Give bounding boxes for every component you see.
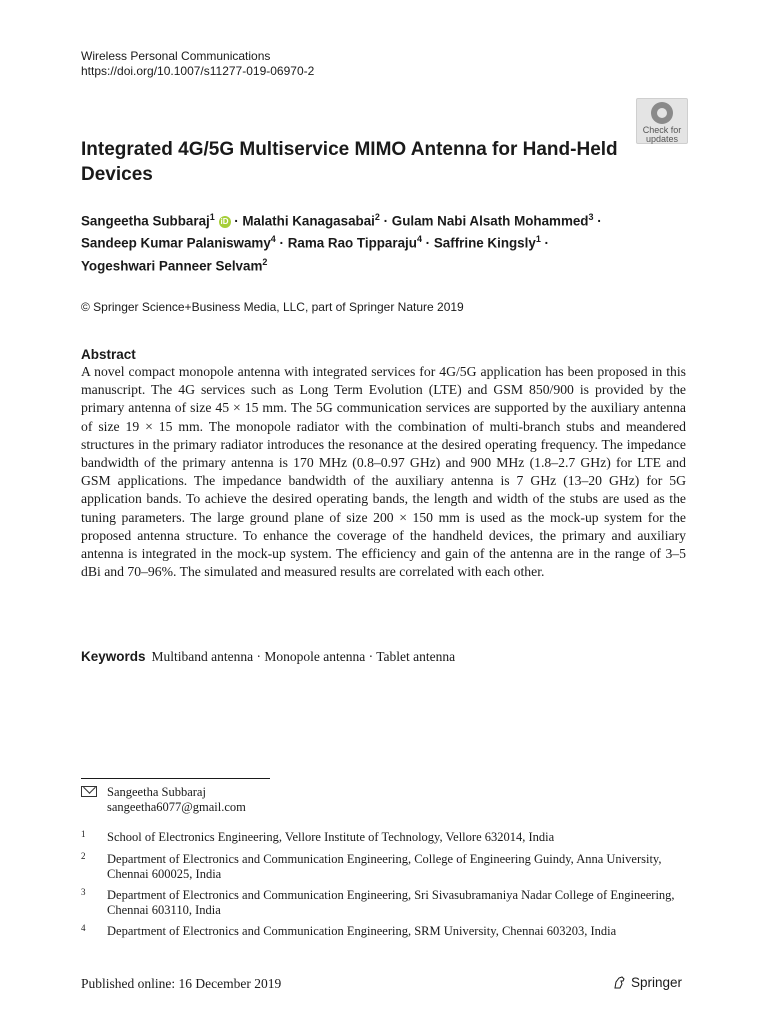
affiliation: [81, 830, 681, 845]
journal-header: [81, 49, 314, 79]
affiliation-number: 2: [81, 851, 86, 861]
footnote-rule: [81, 778, 270, 779]
keywords-heading: Keywords: [81, 649, 146, 664]
affiliation-number: 3: [81, 887, 86, 897]
author-affil: 1: [535, 234, 541, 245]
publisher-logo: [613, 975, 682, 990]
author-affil: 3: [588, 212, 594, 222]
corresponding-author: Sangeetha Subbaraj: [107, 785, 206, 799]
orcid-icon[interactable]: iD: [220, 217, 229, 227]
author-name[interactable]: Saffrine Kingsly: [433, 235, 536, 251]
crossmark-icon: [651, 102, 673, 124]
badge-line2: updates: [645, 134, 679, 144]
publisher-name: Springer: [631, 975, 683, 990]
affiliation-number: 4: [81, 923, 86, 933]
paper-title: Integrated 4G/5G Multiservice MIMO Antenna for Hand-Held Devices: [81, 139, 618, 185]
corresponding-email[interactable]: sangeetha6077@gmail.com: [107, 800, 246, 814]
copyright-notice: © Springer Science+Business Media, LLC, part of Springer Nature 2019: [81, 300, 464, 314]
abstract-text: A novel compact monopole antenna with integrated services for 4G/5G application has been proposed in this manuscript. The 4G services such as Long Term Evolution (LTE) and GSM 850/900 is provided by the primary antenna of size 45 × 15 mm. The 5G communication services are supported by the auxiliary antenna of size 19 × 15 mm. The monopole radiator with the combination of multi-branch stubs and meandered structures in the primary radiator introduces the resonance at the desired operating frequency. The impedance bandwidth of the primary antenna is 170 MHz (0.8–0.97 GHz) and 900 MHz (1.8–2.7 GHz) for LTE and GSM applications. The impedance bandwidth of the auxiliary antenna is 7 GHz (13–20 GHz) for 5G application bands. To achieve the desired operating bands, the length and width of the stubs are used as the tuning parameters. The large ground plane of size 200 × 150 mm is used as the mock-up system for the proposed antenna structure. To enhance the coverage of the handheld devices, the primary and auxiliary antenna is integrated in the mock-up system. The efficiency and gain of the antenna are in the range of 3–5 dBi and 70–96%. The simulated and measured results are correlated with each other.: [81, 364, 686, 580]
author-name[interactable]: Sandeep Kumar Palaniswamy: [81, 235, 271, 251]
published-date: Published online: 16 December 2019: [81, 976, 282, 991]
springer-horse-icon: [613, 976, 626, 989]
author-affil: 2: [374, 212, 380, 222]
correspondence-block: [81, 785, 246, 815]
affiliation: [81, 852, 681, 882]
badge-line1: Check for: [642, 125, 682, 135]
author-name[interactable]: Sangeetha Subbaraj: [81, 213, 210, 229]
affiliation-text: Department of Electronics and Communication Engineering, College of Engineering Guindy, Anna University, Chennai 600025, India: [107, 852, 662, 881]
check-for-updates-badge[interactable]: [636, 98, 688, 144]
author-name[interactable]: Malathi Kanagasabai: [242, 213, 375, 229]
author-list: Sangeetha Subbaraj$^1$ iD · Malathi Kanagasabai$^2$ · Gulam Nabi Alsath Mohammed$^3$ · Sandeep Kumar Palaniswamy$^4$ · Rama Rao Tipparaju$^4$ · Saffrine Kingsly$^1$ · Yogeshwari Panneer Selvam$^2$: [81, 212, 602, 274]
affiliation-text: Department of Electronics and Communication Engineering, Sri Sivasubramaniya Nadar College of Engineering, Chennai 603110, India: [107, 888, 675, 917]
author-affil: 2: [262, 256, 268, 267]
author-affil: 4: [270, 234, 276, 245]
author-name[interactable]: Gulam Nabi Alsath Mohammed: [391, 213, 589, 229]
doi-link[interactable]: https://doi.org/10.1007/s11277-019-06970-2: [81, 64, 315, 78]
affiliation-text: School of Electronics Engineering, Vellore Institute of Technology, Vellore 632014, India: [107, 830, 555, 844]
author-name[interactable]: Yogeshwari Panneer Selvam: [81, 258, 263, 274]
author-name[interactable]: Rama Rao Tipparaju: [287, 235, 417, 251]
affiliation: [81, 888, 681, 918]
author-affil: 4: [416, 234, 422, 245]
affiliation-number: 1: [81, 829, 86, 839]
abstract-heading: Abstract: [81, 347, 136, 362]
affiliation-text: Department of Electronics and Communication Engineering, SRM University, Chennai 603203, India: [107, 924, 617, 938]
author-affil: 1: [209, 212, 215, 222]
affiliation: [81, 924, 681, 939]
journal-name: Wireless Personal Communications: [81, 49, 271, 63]
keywords-text: Multiband antenna · Monopole antenna · Tablet antenna: [151, 649, 456, 664]
keywords-line: [81, 649, 455, 665]
envelope-icon: [81, 786, 97, 797]
